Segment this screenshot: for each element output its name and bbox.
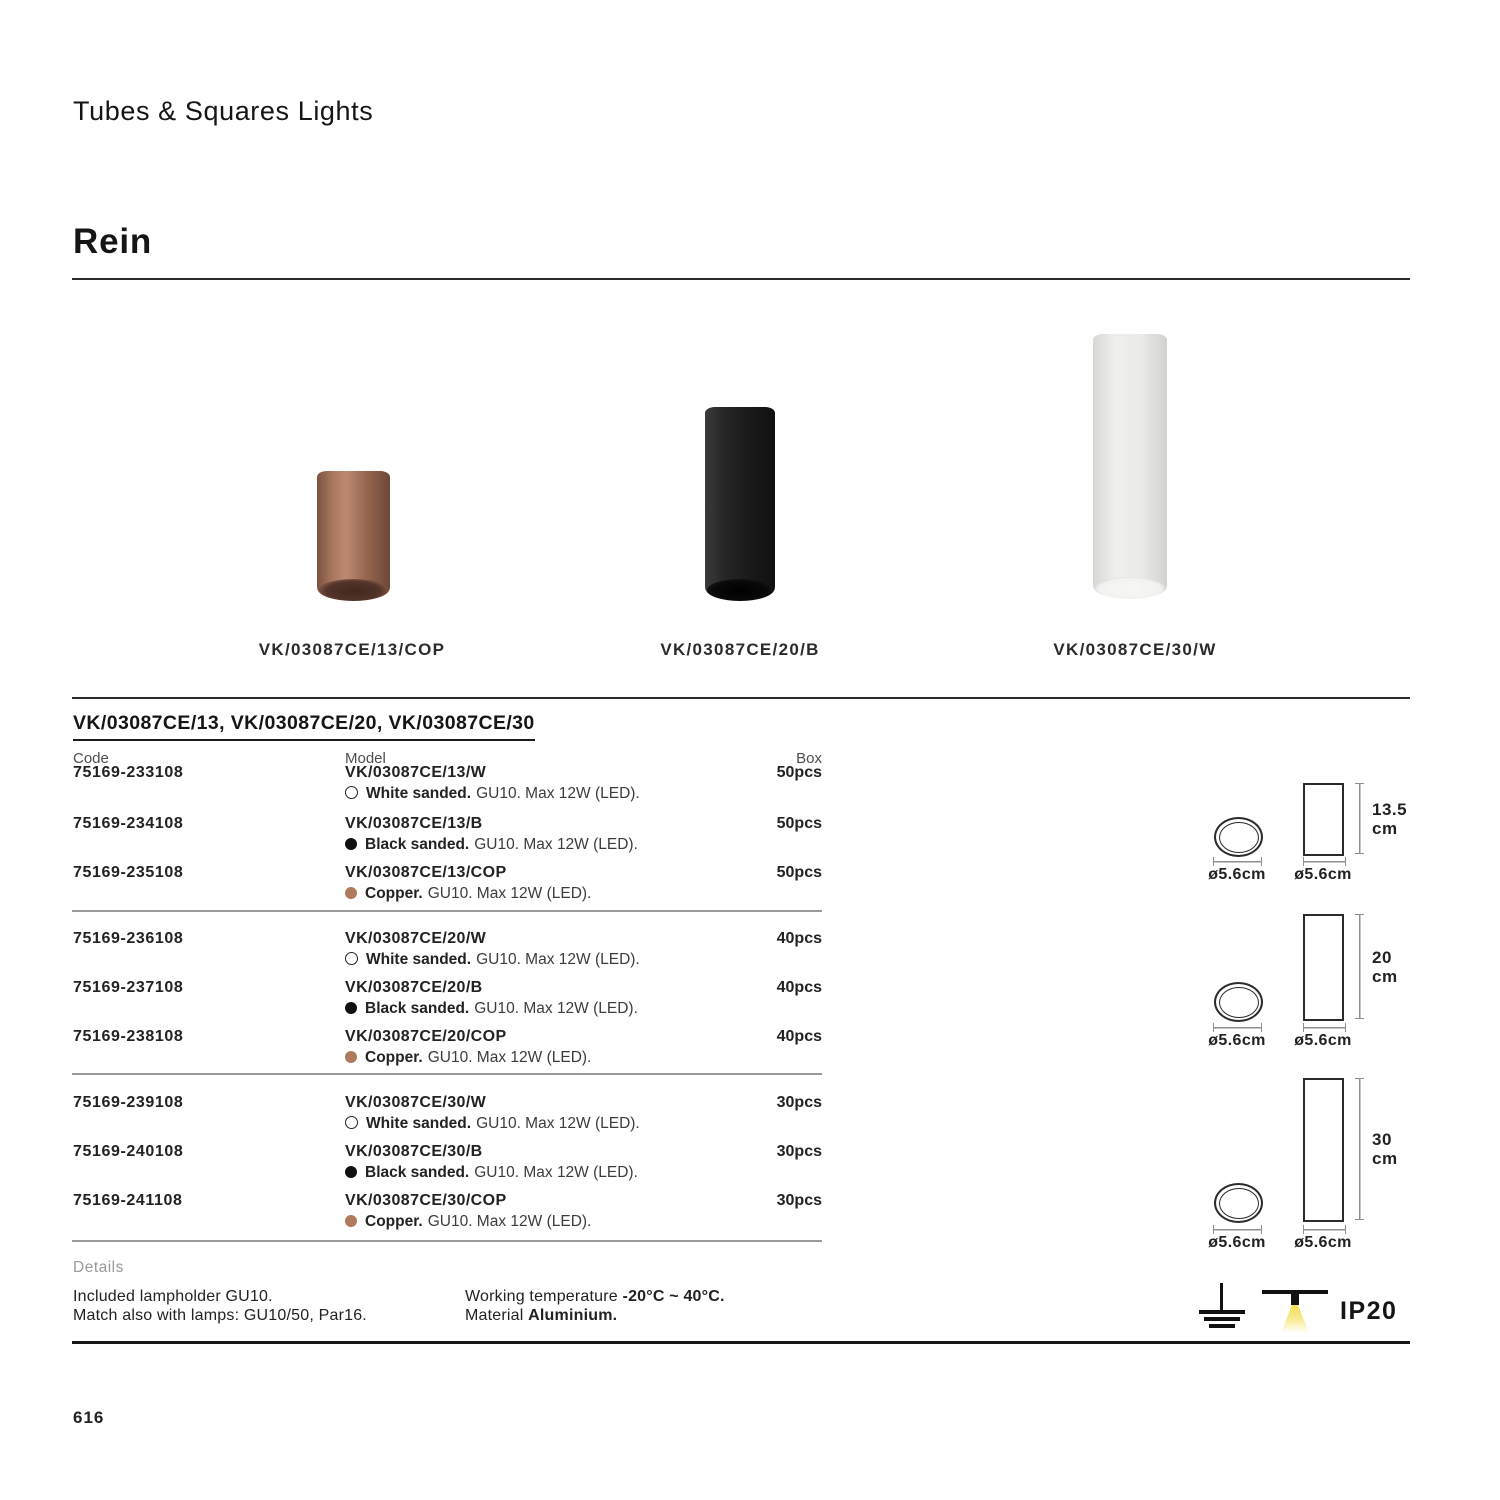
product-code: 75169-233108 (73, 764, 184, 781)
white-color-dot (345, 952, 358, 965)
front-view-rect (1303, 1078, 1344, 1222)
product-code: 75169-235108 (73, 864, 184, 881)
table-group-divider (72, 910, 822, 912)
model-name: VK/03087CE/13/W (345, 764, 487, 781)
cylinder-opening (319, 579, 388, 601)
page-number: 616 (73, 1408, 105, 1427)
product-photo-label: VK/03087CE/30/W (1053, 640, 1217, 659)
black-color-dot (345, 1002, 357, 1014)
model-description: White sanded. GU10. Max 12W (LED). (345, 951, 765, 969)
model-name: VK/03087CE/30/COP (345, 1192, 507, 1209)
box-quantity: 40pcs (776, 979, 822, 996)
model-name: VK/03087CE/13/COP (345, 864, 507, 881)
product-photo-copper (317, 471, 390, 597)
model-description: White sanded. GU10. Max 12W (LED). (345, 1115, 765, 1133)
product-code: 75169-234108 (73, 815, 184, 832)
column-header-code: Code (73, 750, 109, 767)
model-name: VK/03087CE/30/W (345, 1094, 487, 1111)
table-group-divider (72, 1240, 822, 1242)
details-line: Included lampholder GU10. (73, 1288, 273, 1305)
product-code: 75169-236108 (73, 930, 184, 947)
details-line: Match also with lamps: GU10/50, Par16. (73, 1307, 367, 1324)
box-quantity: 40pcs (776, 930, 822, 947)
model-name: VK/03087CE/30/B (345, 1143, 483, 1160)
copper-color-dot (345, 1051, 357, 1063)
product-photo-label: VK/03087CE/13/COP (258, 640, 446, 659)
model-description: Black sanded. GU10. Max 12W (LED). (345, 1164, 765, 1182)
product-code: 75169-237108 (73, 979, 184, 996)
cylinder-opening (1095, 577, 1165, 599)
column-header-box: Box (796, 750, 822, 767)
model-description: White sanded. GU10. Max 12W (LED). (345, 785, 765, 803)
model-description: Copper. GU10. Max 12W (LED). (345, 885, 765, 903)
copper-color-dot (345, 887, 357, 899)
white-color-dot (345, 786, 358, 799)
diameter-dim-line (1303, 857, 1346, 866)
height-label: 20 cm (1372, 948, 1398, 986)
front-view-rect (1303, 783, 1344, 856)
diameter-dim-line (1213, 1225, 1262, 1234)
product-code: 75169-239108 (73, 1094, 184, 1111)
category-title: Tubes & Squares Lights (73, 96, 374, 126)
light-beam (1281, 1305, 1309, 1333)
front-diameter-label: ø5.6cm (1294, 866, 1352, 883)
product-photo-label: VK/03087CE/20/B (660, 640, 820, 659)
header-divider (72, 278, 1410, 280)
diameter-dim-line (1303, 1225, 1346, 1234)
ground-mount-icon (1198, 1283, 1246, 1333)
height-dim-line (1355, 783, 1364, 854)
column-header-model: Model (345, 750, 386, 767)
model-name: VK/03087CE/20/COP (345, 1028, 507, 1045)
box-quantity: 30pcs (776, 1192, 822, 1209)
front-diameter-label: ø5.6cm (1294, 1234, 1352, 1251)
height-label: 30 cm (1372, 1130, 1398, 1168)
details-line: Working temperature -20°C ~ 40°C. (465, 1288, 725, 1305)
model-description: Black sanded. GU10. Max 12W (LED). (345, 836, 765, 854)
white-color-dot (345, 1116, 358, 1129)
model-description: Black sanded. GU10. Max 12W (LED). (345, 1000, 765, 1018)
box-quantity: 30pcs (776, 1143, 822, 1160)
ceiling-lamp-icon (1262, 1288, 1332, 1340)
box-quantity: 30pcs (776, 1094, 822, 1111)
top-view-circle (1214, 817, 1263, 857)
diameter-dim-line (1213, 1023, 1262, 1032)
front-view-rect (1303, 914, 1344, 1021)
product-code: 75169-240108 (73, 1143, 184, 1160)
footer-divider (72, 1341, 1410, 1344)
product-code: 75169-241108 (73, 1192, 183, 1209)
black-color-dot (345, 838, 357, 850)
model-description: Copper. GU10. Max 12W (LED). (345, 1049, 765, 1067)
details-line: Material Aluminium. (465, 1307, 618, 1324)
copper-color-dot (345, 1215, 357, 1227)
details-title: Details (73, 1259, 124, 1276)
front-diameter-label: ø5.6cm (1294, 1032, 1352, 1049)
cylinder-opening (707, 579, 773, 601)
black-color-dot (345, 1166, 357, 1178)
table-group-divider (72, 1073, 822, 1075)
box-quantity: 50pcs (776, 815, 822, 832)
section-divider (72, 697, 1410, 699)
height-label: 13.5 cm (1372, 800, 1408, 838)
top-view-circle (1214, 982, 1263, 1022)
product-photo-white (1093, 334, 1167, 595)
box-quantity: 40pcs (776, 1028, 822, 1045)
product-photo-black (705, 407, 775, 597)
model-name: VK/03087CE/13/B (345, 815, 483, 832)
height-dim-line (1355, 914, 1364, 1019)
box-quantity: 50pcs (776, 864, 822, 881)
page-title: Rein (73, 222, 153, 261)
model-description: Copper. GU10. Max 12W (LED). (345, 1213, 765, 1231)
top-diameter-label: ø5.6cm (1208, 866, 1266, 883)
height-dim-line (1355, 1078, 1364, 1220)
model-name: VK/03087CE/20/W (345, 930, 487, 947)
top-view-circle (1214, 1183, 1263, 1223)
product-code: 75169-238108 (73, 1028, 184, 1045)
diameter-dim-line (1213, 857, 1262, 866)
ip-rating: IP20 (1340, 1297, 1398, 1325)
box-quantity: 50pcs (776, 764, 822, 781)
section-title: VK/03087CE/13, VK/03087CE/20, VK/03087CE/30 (73, 712, 535, 741)
top-diameter-label: ø5.6cm (1208, 1032, 1266, 1049)
top-diameter-label: ø5.6cm (1208, 1234, 1266, 1251)
diameter-dim-line (1303, 1023, 1346, 1032)
model-name: VK/03087CE/20/B (345, 979, 483, 996)
